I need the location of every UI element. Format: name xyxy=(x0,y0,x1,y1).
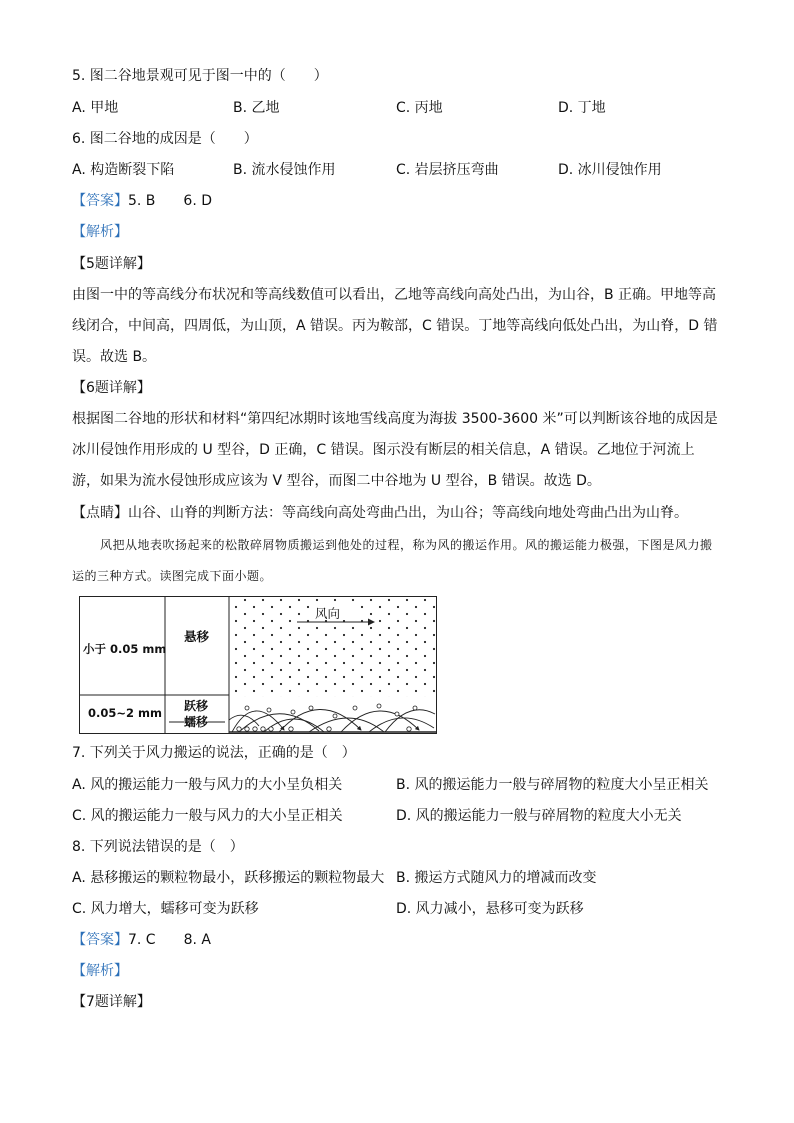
answer-label: 【答案】 xyxy=(72,193,128,209)
answer-line-1 xyxy=(72,191,212,211)
q7-option-c: C. 风的搬运能力一般与风力的大小呈正相关 xyxy=(72,808,343,824)
material-intro: 风把从地表吹扬起来的松散碎屑物质搬运到他处的过程，称为风的搬运作用。风的搬运能力极强，下图是风力搬运的三种方式。读图完成下面小题。 xyxy=(72,538,713,583)
q6-option-d: D. 冰川侵蚀作用 xyxy=(558,162,662,178)
q5-option-b: B. 乙地 xyxy=(233,100,280,116)
q8-option-b: B. 搬运方式随风力的增减而改变 xyxy=(396,870,597,886)
answer-text-2: 7. C 8. A xyxy=(128,932,211,948)
question-8-stem: 8. 下列说法错误的是（ ） xyxy=(72,839,244,855)
q5-option-d: D. 丁地 xyxy=(558,100,606,116)
q5-detail-text: 由图一中的等高线分布状况和等高线数值可以看出，乙地等高线向高处凸出，为山谷，B 正确。甲地等高线闭合，中间高，四周低，为山顶，A 错误。丙为鞍部，C 错误。丁地等高线向低处凸出，为山脊，D 错误。故选 B。 xyxy=(72,287,718,365)
q7-option-a: A. 风的搬运能力一般与风力的大小呈负相关 xyxy=(72,777,343,793)
q6-option-c: C. 岩层挤压弯曲 xyxy=(396,162,499,178)
mode-creep: 蠕移 xyxy=(184,715,209,729)
analysis-label-2: 【解析】 xyxy=(72,963,128,979)
q6-detail-text: 根据图二谷地的形状和材料“第四纪冰期时该地雪线高度为海拔 3500-3600 米”可以判断该谷地的成因是冰川侵蚀作用形成的 U 型谷，D 正确，C 错误。图示没有断层的相关信息，A 错误。乙地位于河流上游，如果为流水侵蚀形成应该为 V 型谷，而图二中谷地为 U 型谷，B 错误。故选 D。 xyxy=(72,411,718,489)
q8-option-d: D. 风力减小，悬移可变为跃移 xyxy=(396,901,584,917)
q7-detail-title: 【7题详解】 xyxy=(72,994,151,1010)
q8-option-c: C. 风力增大，蠕移可变为跃移 xyxy=(72,901,259,917)
analysis-label-1: 【解析】 xyxy=(72,224,128,240)
question-5-stem: 5. 图二谷地景观可见于图一中的（ ） xyxy=(72,68,328,84)
answer-label-2: 【答案】 xyxy=(72,932,128,948)
q6-option-a: A. 构造断裂下陷 xyxy=(72,162,175,178)
key-point-text: 山谷、山脊的判断方法：等高线向高处弯曲凸出，为山谷；等高线向地处弯曲凸出为山脊。 xyxy=(128,505,688,521)
q5-option-a: A. 甲地 xyxy=(72,100,119,116)
q6-detail-title: 【6题详解】 xyxy=(72,380,151,396)
q7-option-b: B. 风的搬运能力一般与碎屑物的粒度大小呈正相关 xyxy=(396,777,709,793)
mode-suspension: 悬移 xyxy=(184,629,210,644)
answer-line-2 xyxy=(72,930,211,950)
size-label-small: 小于 0.05 mm xyxy=(83,642,167,656)
key-point-line xyxy=(72,503,688,523)
wind-direction-label: 风向 xyxy=(315,606,341,621)
question-7-stem: 7. 下列关于风力搬运的说法，正确的是（ ） xyxy=(72,745,356,761)
q6-option-b: B. 流水侵蚀作用 xyxy=(233,162,336,178)
q7-option-d: D. 风的搬运能力一般与碎屑物的粒度大小无关 xyxy=(396,808,682,824)
answer-text: 5. B 6. D xyxy=(128,193,212,209)
size-label-large: 0.05~2 mm xyxy=(88,706,162,720)
key-point-label: 【点睛】 xyxy=(72,505,128,521)
q8-option-a: A. 悬移搬运的颗粒物最小，跃移搬运的颗粒物最大 xyxy=(72,870,385,886)
mode-saltation: 跃移 xyxy=(184,699,209,713)
question-6-stem: 6. 图二谷地的成因是（ ） xyxy=(72,131,258,147)
q5-detail-title: 【5题详解】 xyxy=(72,256,151,272)
q5-option-c: C. 丙地 xyxy=(396,100,443,116)
